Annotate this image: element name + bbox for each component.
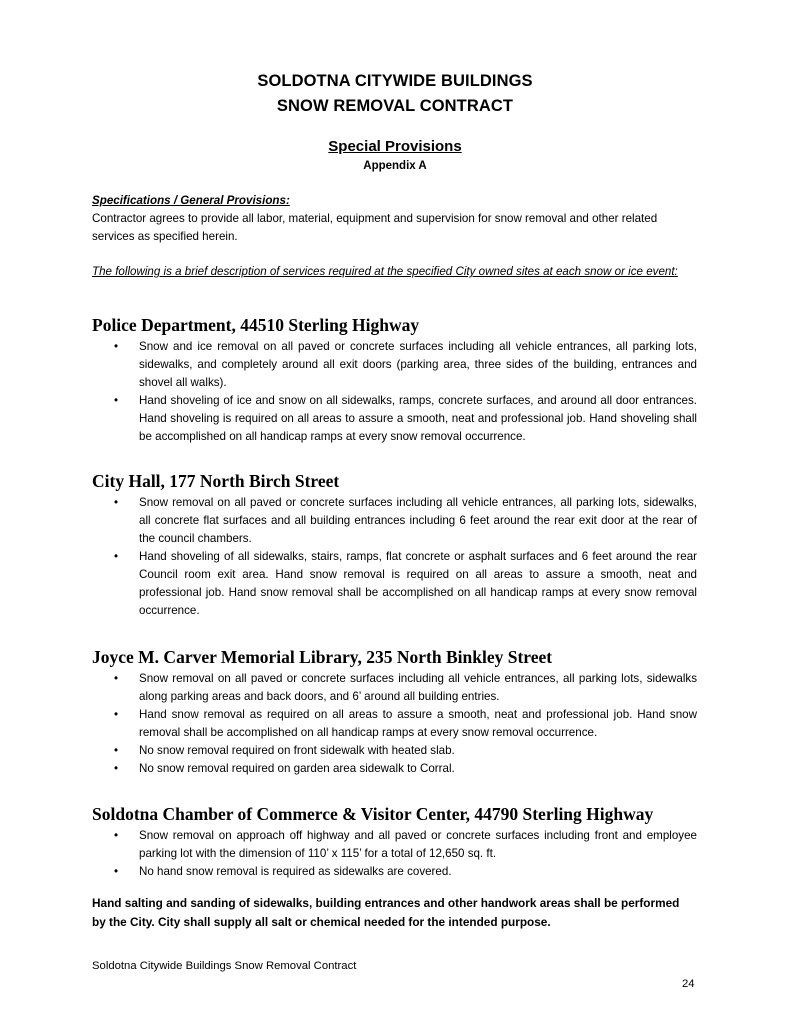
list-item xyxy=(92,392,697,446)
list-item xyxy=(92,338,697,392)
section-title: Soldotna Chamber of Commerce & Visitor Center, 44790 Sterling Highway xyxy=(92,804,654,824)
list-item xyxy=(92,494,697,548)
list-item xyxy=(92,827,697,863)
bullet-icon: • xyxy=(114,762,119,775)
list-item-text: Snow and ice removal on all paved or concrete surfaces including all vehicle entrances, all parking lots, sidewalks, and completely around all exit doors (parking area, three sides of the building, entrances and shovel all walks). xyxy=(139,340,697,389)
document-title-line1: SOLDOTNA CITYWIDE BUILDINGS xyxy=(257,72,533,90)
section-library xyxy=(92,646,712,778)
specifications-text: Contractor agrees to provide all labor, material, equipment and supervision for snow removal and other related services as specified herein. xyxy=(92,212,658,243)
appendix-label: Appendix A xyxy=(363,160,427,172)
bullet-icon: • xyxy=(114,829,119,842)
list-item xyxy=(92,742,697,760)
document-title-line2: SNOW REMOVAL CONTRACT xyxy=(276,97,514,115)
bullet-icon: • xyxy=(114,340,119,353)
bullet-list xyxy=(92,670,712,778)
list-item-text: Hand shoveling of all sidewalks, stairs, ramps, flat concrete or asphalt surfaces and 6 feet around the rear Council room exit area. Hand snow removal is required on all areas to assure a smooth, neat and professional job. Hand snow removal shall be accomplished on all handicap ramps at every snow removal occurrence. xyxy=(139,550,697,617)
bullet-list xyxy=(92,827,712,881)
list-item xyxy=(92,863,697,881)
list-item-text: Snow removal on approach off highway and all paved or concrete surfaces including front and employee parking lot with the dimension of 110’ x 115’ for a total of 12,650 sq. ft. xyxy=(139,829,697,860)
list-item xyxy=(92,548,697,620)
list-item xyxy=(92,706,697,742)
bullet-list xyxy=(92,494,712,620)
final-note: Hand salting and sanding of sidewalks, building entrances and other handwork areas shall be performed by the City. City shall supply all salt or chemical needed for the intended purpose. xyxy=(92,896,680,929)
list-item-text: No snow removal required on garden area sidewalk to Corral. xyxy=(139,762,455,775)
section-title: City Hall, 177 North Birch Street xyxy=(92,471,340,491)
list-item-text: No snow removal required on front sidewalk with heated slab. xyxy=(139,744,455,757)
list-item-text: No hand snow removal is required as sidewalks are covered. xyxy=(139,865,452,878)
section-title: Joyce M. Carver Memorial Library, 235 North Binkley Street xyxy=(92,647,553,667)
list-item-text: Hand snow removal as required on all areas to assure a smooth, neat and professional job. Hand snow removal shall be accomplished on all handicap ramps at every snow removal occurrence. xyxy=(139,708,697,739)
bullet-icon: • xyxy=(114,496,119,509)
section-title: Police Department, 44510 Sterling Highway xyxy=(92,315,420,335)
list-item xyxy=(92,760,697,778)
list-item xyxy=(92,670,697,706)
page-number: 24 xyxy=(682,978,695,990)
bullet-icon: • xyxy=(114,708,119,721)
specifications-heading: Specifications / General Provisions: xyxy=(92,194,290,207)
subtitle: Special Provisions xyxy=(328,138,462,155)
bullet-icon: • xyxy=(114,550,119,563)
list-item-text: Snow removal on all paved or concrete surfaces including all vehicle entrances, all parking lots, sidewalks along parking areas and back doors, and 6’ around all building entries. xyxy=(139,672,697,703)
bullet-icon: • xyxy=(114,672,119,685)
section-chamber-of-commerce xyxy=(92,803,712,881)
list-item-text: Snow removal on all paved or concrete surfaces including all vehicle entrances, all parking lots, sidewalks, all concrete flat surfaces and all building entrances including 6 feet around the rear exit door at the rear of the council chambers. xyxy=(139,496,697,545)
list-item-text: Hand shoveling of ice and snow on all sidewalks, ramps, concrete surfaces, and around all door entrances. Hand shoveling is required on all areas to assure a smooth, neat and professional job. Hand shoveling shall be accomplished on all handicap ramps at every snow removal occurrence. xyxy=(139,394,697,443)
bullet-icon: • xyxy=(114,865,119,878)
section-city-hall xyxy=(92,470,712,620)
section-police-department xyxy=(92,314,712,446)
description-intro: The following is a brief description of services required at the specified City owned sites at each snow or ice event: xyxy=(92,265,678,278)
bullet-icon: • xyxy=(114,394,119,407)
bullet-list xyxy=(92,338,712,446)
bullet-icon: • xyxy=(114,744,119,757)
page-footer: Soldotna Citywide Buildings Snow Removal Contract xyxy=(92,960,357,972)
